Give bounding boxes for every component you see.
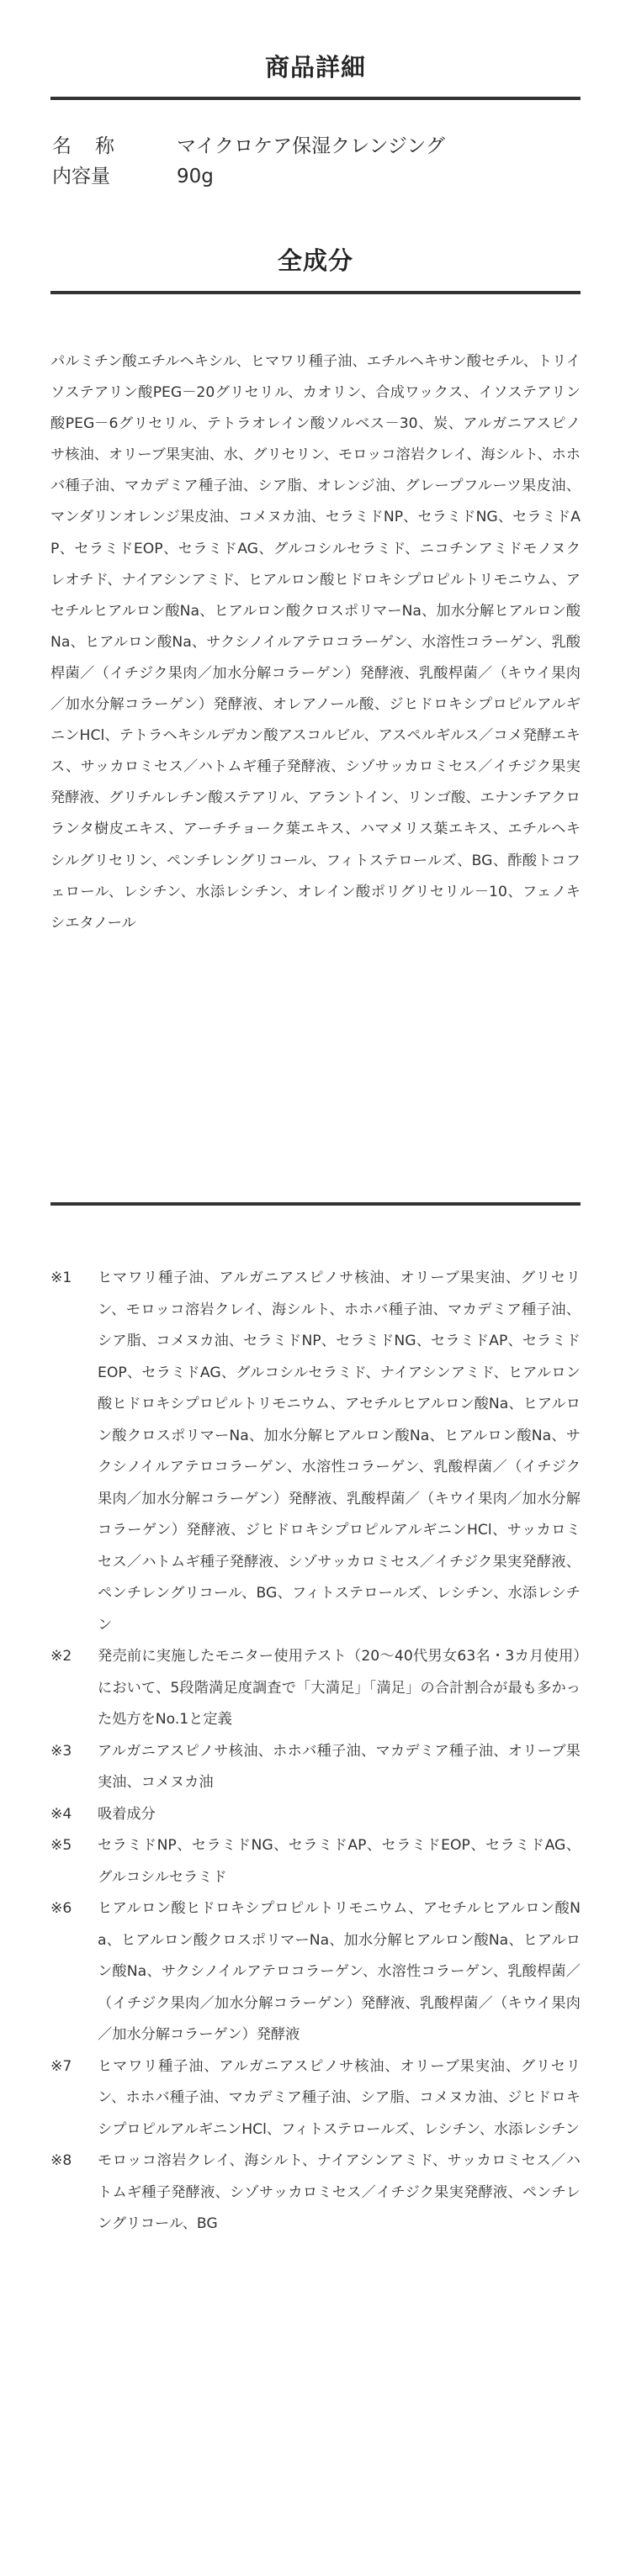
note-mark: ※2 xyxy=(50,1648,72,1665)
ingredients-list: パルミチン酸エチルヘキシル、ヒマワリ種子油、エチルヘキサン酸セチル、トリイソステアリン酸PEG－20グリセリル、カオリン、合成ワックス、イソステアリン酸PEG－6グリセリル、テトラオレイン酸ソルベス－30、炭、アルガニアスピノサ核油、オリーブ果実油、水、グリセリン、モロッコ溶岩クレイ、海シルト、ホホバ種子油、マカデミア種子油、シア脂、オレンジ油、グレープフルーツ果皮油、マンダリンオレンジ果皮油、コメヌカ油、セラミドNP、セラミドNG、セラミドAP、セラミドEOP、セラミドAG、グルコシルセラミド、ニコチンアミドモノヌクレオチド、ナイアシンアミド、ヒアルロン酸ヒドロキシプロピルトリモニウム、アセチルヒアルロン酸Na、ヒアルロン酸クロスポリマーNa、加水分解ヒアルロン酸Na、ヒアルロン酸Na、サクシノイルアテロコラーゲン、水溶性コラーゲン、乳酸桿菌／（イチジク果肉／加水分解コラーゲン）発酵液、乳酸桿菌／（キウイ果肉／加水分解コラーゲン）発酵液、オレアノール酸、ジヒドロキシプロピルアルギニンHCl、テトラヘキシルデカン酸アスコルビル、アスペルギルス／コメ発酵エキス、サッカロミセス／ハトムギ種子発酵液、シゾサッカロミセス／イチジク果実発酵液、グリチルレチン酸ステアリル、アラントイン、リンゴ酸、エナンチアクロランタ樹皮エキス、アーチチョーク葉エキス、ハマメリス葉エキス、エチルヘキシルグリセリン、ペンチレングリコール、フィトステロールズ、BG、酢酸トコフェロール、レシチン、水添レシチン、オレイン酸ポリグリセリル－10、フェノキシエタノール xyxy=(50,353,581,932)
note-mark: ※6 xyxy=(50,1900,72,1917)
note-text: ヒマワリ種子油、アルガニアスピノサ核油、オリーブ果実油、グリセリン、モロッコ溶岩クレイ、海シルト、ホホバ種子油、マカデミア種子油、シア脂、コメヌカ油、セラミドNP、セラミドNG、セラミドAP、セラミドEOP、セラミドAG、グルコシルセラミド、ナイアシンアミド、ヒアルロン酸ヒドロキシプロピルトリモニウム、アセチルヒアルロン酸Na、ヒアルロン酸クロスポリマーNa、加水分解ヒアルロン酸Na、ヒアルロン酸Na、サクシノイルアテロコラーゲン、水溶性コラーゲン、乳酸桿菌／（イチジク果肉／加水分解コラーゲン）発酵液、乳酸桿菌／（キウイ果肉／加水分解コラーゲン）発酵液、ジヒドロキシプロピルアルギニンHCl、サッカロミセス／ハトムギ種子発酵液、シゾサッカロミセス／イチジク果実発酵液、ペンチレングリコール、BG、フィトステロールズ、レシチン、水添レシチン xyxy=(98,1270,581,1634)
product-name-label: 名称 xyxy=(52,135,138,157)
ingredients-divider xyxy=(50,291,581,294)
note-mark: ※5 xyxy=(50,1837,72,1854)
note-text: ヒマワリ種子油、アルガニアスピノサ核油、オリーブ果実油、グリセリン、ホホバ種子油、マカデミア種子油、シア脂、コメヌカ油、ジヒドロキシプロピルアルギニンHCl、フィトステロールズ、レシチン、水添レシチン xyxy=(98,2057,581,2138)
note-item xyxy=(50,2146,581,2241)
note-text: ヒアルロン酸ヒドロキシプロピルトリモニウム、アセチルヒアルロン酸Na、ヒアルロン酸クロスポリマーNa、加水分解ヒアルロン酸Na、ヒアルロン酸Na、サクシノイルアテロコラーゲン、水溶性コラーゲン、乳酸桿菌／（イチジク果肉／加水分解コラーゲン）発酵液、乳酸桿菌／（キウイ果肉／加水分解コラーゲン）発酵液 xyxy=(98,1900,581,2043)
note-item xyxy=(50,1736,581,1799)
product-details-divider xyxy=(50,97,581,100)
product-name-row xyxy=(52,133,445,160)
note-text: モロッコ溶岩クレイ、海シルト、ナイアシンアミド、サッカロミセス／ハトムギ種子発酵液、シゾサッカロミセス／イチジク果実発酵液、ペンチレングリコール、BG xyxy=(98,2152,581,2232)
note-mark: ※7 xyxy=(50,2057,72,2075)
note-mark: ※4 xyxy=(50,1805,72,1823)
notes-divider xyxy=(50,1202,581,1206)
note-text: 発売前に実施したモニター使用テスト（20～40代男女63名・3カ月使用）において、5段階満足度調査で「大満足」「満足」の合計割合が最も多かった処方をNo.1と定義 xyxy=(98,1648,581,1728)
product-volume-row xyxy=(52,163,214,190)
note-item xyxy=(50,1641,581,1736)
note-text: アルガニアスピノサ核油、ホホバ種子油、マカデミア種子油、オリーブ果実油、コメヌカ油 xyxy=(98,1742,581,1791)
note-mark: ※3 xyxy=(50,1742,72,1760)
product-volume-value: 90g xyxy=(177,166,214,187)
note-mark: ※8 xyxy=(50,2152,72,2169)
note-text: セラミドNP、セラミドNG、セラミドAP、セラミドEOP、セラミドAG、グルコシルセラミド xyxy=(98,1837,581,1886)
note-item xyxy=(50,2051,581,2146)
ingredients-title: 全成分 xyxy=(277,246,353,275)
note-mark: ※1 xyxy=(50,1270,72,1286)
product-name-value: マイクロケア保湿クレンジング xyxy=(177,135,445,157)
note-item xyxy=(50,1799,581,1831)
note-item xyxy=(50,1893,581,2051)
product-volume-label: 内容量 xyxy=(52,166,110,187)
note-item xyxy=(50,1263,581,1641)
note-text: 吸着成分 xyxy=(98,1805,156,1823)
note-item xyxy=(50,1830,581,1893)
notes-list xyxy=(50,1263,581,2241)
product-details-title: 商品詳細 xyxy=(264,53,366,82)
